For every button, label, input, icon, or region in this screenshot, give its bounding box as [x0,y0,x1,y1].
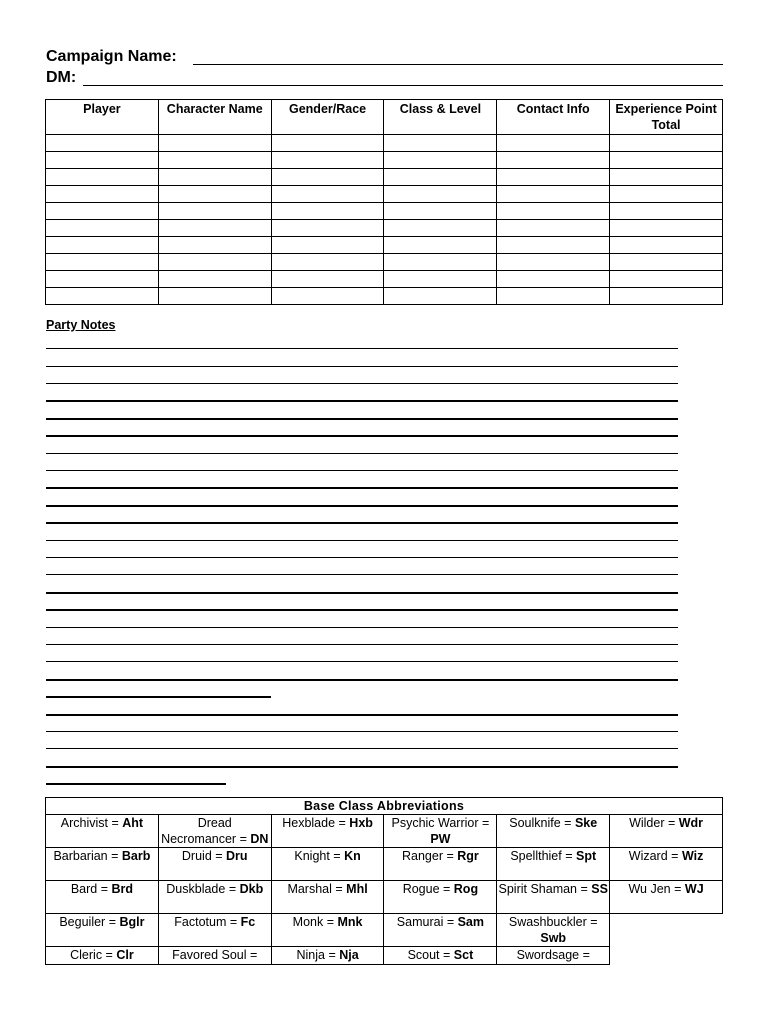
abbreviation-cell: Duskblade = Dkb [158,881,271,914]
roster-cell[interactable] [497,186,610,203]
roster-cell[interactable] [271,288,384,305]
class-name: Duskblade [166,882,226,896]
class-abbreviation: Dru [226,849,248,863]
roster-cell[interactable] [46,135,159,152]
class-name: Cleric [70,948,103,962]
roster-cell[interactable] [384,169,497,186]
note-line[interactable] [46,557,678,558]
note-line[interactable] [46,366,678,367]
abbreviation-cell: Druid = Dru [158,848,271,881]
note-line[interactable] [46,661,678,662]
note-line[interactable] [46,679,678,681]
class-name: Favored Soul [172,948,247,962]
class-name: Dread Necromancer [161,816,237,846]
abbreviation-cell: Rogue = Rog [384,881,497,914]
note-line[interactable] [46,714,678,716]
class-abbreviation: Spt [576,849,597,863]
roster-cell[interactable] [384,186,497,203]
class-name: Druid [181,849,212,863]
col-class-level: Class & Level [384,100,497,135]
empty-cell [610,914,723,947]
note-line[interactable] [46,592,678,594]
roster-cell[interactable] [610,220,723,237]
class-abbreviation: Wdr [678,816,704,830]
class-name: Wilder [629,816,665,830]
roster-cell[interactable] [46,220,159,237]
class-name: Scout [407,948,440,962]
campaign-name-field[interactable] [193,64,723,65]
abbreviation-cell: Favored Soul = [158,947,271,965]
roster-cell[interactable] [497,220,610,237]
col-gender-race: Gender/Race [271,100,384,135]
roster-cell[interactable] [46,203,159,220]
class-name: Monk [292,915,324,929]
roster-cell[interactable] [610,288,723,305]
roster-cell[interactable] [497,203,610,220]
class-name: Psychic Warrior [391,816,479,830]
class-abbreviation: Barb [121,849,151,863]
abbreviation-cell: Swashbuckler = Swb [497,914,610,947]
note-line[interactable] [46,540,678,541]
abbreviation-cell: Scout = Sct [384,947,497,965]
class-abbreviation: Dkb [239,882,264,896]
class-name: Wizard [628,849,668,863]
roster-cell[interactable] [158,271,271,288]
roster-cell[interactable] [497,135,610,152]
roster-cell[interactable] [271,135,384,152]
class-name: Wu Jen [628,882,671,896]
roster-cell[interactable] [46,237,159,254]
note-line[interactable] [46,627,678,628]
abbreviation-cell: Spellthief = Spt [497,848,610,881]
player-roster-table [45,99,723,305]
class-abbreviation: Bglr [119,915,145,929]
abbreviation-cell: Cleric = Clr [46,947,159,965]
col-character-name: Character Name [158,100,271,135]
abbreviation-cell: Knight = Kn [271,848,384,881]
class-name: Ranger [402,849,443,863]
class-name: Soulknife [509,816,561,830]
note-line[interactable] [46,574,678,575]
col-contact-info: Contact Info [497,100,610,135]
roster-cell[interactable] [158,203,271,220]
empty-cell [610,947,723,965]
abbreviation-cell: Archivist = Aht [46,815,159,848]
roster-cell[interactable] [610,237,723,254]
roster-cell[interactable] [158,237,271,254]
class-name: Archivist [60,816,108,830]
class-abbreviation: Rgr [457,849,479,863]
roster-cell[interactable] [610,203,723,220]
dm-field[interactable] [83,85,723,86]
roster-cell[interactable] [610,152,723,169]
note-line[interactable] [46,400,678,402]
roster-cell[interactable] [158,220,271,237]
abbreviation-cell: Wizard = Wiz [610,848,723,881]
class-name: Spirit Shaman [498,882,578,896]
class-abbreviation: Sct [453,948,474,962]
roster-row [46,237,723,254]
abbreviation-cell: Beguiler = Bglr [46,914,159,947]
roster-row [46,186,723,203]
class-name: Ninja [296,948,325,962]
roster-cell[interactable] [497,152,610,169]
roster-cell[interactable] [610,169,723,186]
roster-cell[interactable] [46,271,159,288]
note-line[interactable] [46,487,678,489]
class-abbreviations-table [45,797,723,965]
note-line[interactable] [46,731,678,732]
class-name: Knight [294,849,330,863]
roster-cell[interactable] [610,271,723,288]
class-name: Spellthief [510,849,562,863]
roster-cell[interactable] [46,152,159,169]
class-abbreviation: Wiz [681,849,704,863]
note-line[interactable] [46,783,226,785]
abbreviation-cell: Swordsage = [497,947,610,965]
note-line[interactable] [46,383,678,384]
note-line[interactable] [46,435,678,437]
class-abbreviation: Clr [116,948,134,962]
abbreviations-title: Base Class Abbreviations [46,798,723,815]
abbreviation-row [46,881,723,914]
roster-cell[interactable] [158,288,271,305]
note-line[interactable] [46,470,678,471]
class-abbreviation: Sam [457,915,484,929]
note-line[interactable] [46,644,678,645]
roster-header-row [46,100,723,135]
class-name: Samurai [396,915,444,929]
class-abbreviation: Fc [240,915,256,929]
note-line[interactable] [46,505,678,507]
abbreviation-cell: Ninja = Nja [271,947,384,965]
roster-cell[interactable] [610,186,723,203]
roster-cell[interactable] [384,203,497,220]
class-name: Factotum [174,915,227,929]
abbreviation-cell: Wu Jen = WJ [610,881,723,914]
roster-cell[interactable] [497,237,610,254]
roster-cell[interactable] [497,271,610,288]
roster-cell[interactable] [497,288,610,305]
note-line[interactable] [46,453,678,454]
roster-cell[interactable] [271,203,384,220]
roster-body [46,135,723,305]
roster-cell[interactable] [610,135,723,152]
class-name: Rogue [402,882,440,896]
roster-cell[interactable] [158,254,271,271]
abbreviation-cell: Psychic Warrior = PW [384,815,497,848]
roster-cell[interactable] [158,169,271,186]
abbreviation-cell: Wilder = Wdr [610,815,723,848]
abbreviation-cell: Ranger = Rgr [384,848,497,881]
roster-row [46,203,723,220]
abbreviation-row [46,848,723,881]
class-name: Marshal [287,882,332,896]
note-line[interactable] [46,748,678,749]
abbreviation-cell: Soulknife = Ske [497,815,610,848]
roster-row [46,169,723,186]
class-name: Beguiler [59,915,106,929]
class-name: Swashbuckler [508,915,587,929]
abbreviation-row [46,914,723,947]
roster-row [46,254,723,271]
note-line[interactable] [46,766,678,768]
class-abbreviation: SS [591,882,608,896]
roster-cell[interactable] [46,169,159,186]
roster-cell[interactable] [384,288,497,305]
class-abbreviation: Mhl [346,882,368,896]
campaign-name-label: Campaign Name: [46,48,177,65]
party-notes-title: Party Notes [46,318,116,332]
class-abbreviation: Nja [339,948,359,962]
roster-cell[interactable] [158,152,271,169]
roster-cell[interactable] [271,169,384,186]
class-name: Bard [70,882,98,896]
class-name: Barbarian [53,849,108,863]
roster-cell[interactable] [158,186,271,203]
class-abbreviation: Hxb [349,816,373,830]
roster-cell[interactable] [271,254,384,271]
roster-cell[interactable] [46,186,159,203]
class-abbreviation: Kn [344,849,361,863]
roster-cell[interactable] [271,237,384,254]
abbreviation-cell: Factotum = Fc [158,914,271,947]
class-abbreviation: Aht [122,816,144,830]
col-experience-total: Experience Point Total [610,100,723,135]
roster-cell[interactable] [158,135,271,152]
note-line[interactable] [46,696,271,698]
note-line[interactable] [46,522,678,524]
roster-cell[interactable] [384,237,497,254]
roster-cell[interactable] [384,135,497,152]
class-name: Hexblade [282,816,336,830]
col-player: Player [46,100,159,135]
dm-label: DM: [46,69,77,86]
roster-cell[interactable] [384,271,497,288]
roster-row [46,152,723,169]
class-abbreviation: Ske [574,816,598,830]
roster-row [46,135,723,152]
roster-cell[interactable] [610,254,723,271]
roster-cell[interactable] [384,152,497,169]
abbreviation-cell: Bard = Brd [46,881,159,914]
class-name: Swordsage [516,948,580,962]
roster-cell[interactable] [384,254,497,271]
class-abbreviation: DN [250,832,269,846]
note-line[interactable] [46,609,678,611]
roster-row [46,288,723,305]
roster-cell[interactable] [46,288,159,305]
roster-cell[interactable] [497,254,610,271]
abbreviation-row [46,815,723,848]
abbreviation-cell: Dread Necromancer = DN [158,815,271,848]
note-line[interactable] [46,348,678,349]
roster-cell[interactable] [384,220,497,237]
class-abbreviation: Mnk [337,915,363,929]
class-abbreviation: Rog [453,882,479,896]
roster-row [46,220,723,237]
roster-cell[interactable] [271,271,384,288]
roster-row [46,271,723,288]
abbreviation-cell: Marshal = Mhl [271,881,384,914]
roster-cell[interactable] [271,186,384,203]
abbreviation-cell: Monk = Mnk [271,914,384,947]
abbreviation-cell: Hexblade = Hxb [271,815,384,848]
roster-cell[interactable] [271,152,384,169]
abbreviation-row [46,947,723,965]
class-abbreviation: WJ [684,882,704,896]
abbreviation-cell: Spirit Shaman = SS [497,881,610,914]
abbreviations-title-row [46,798,723,815]
roster-cell[interactable] [271,220,384,237]
class-abbreviation: Swb [540,931,567,945]
note-line[interactable] [46,418,678,420]
class-abbreviation: Brd [111,882,133,896]
class-abbreviation: PW [430,832,451,846]
abbreviation-cell: Barbarian = Barb [46,848,159,881]
roster-cell[interactable] [497,169,610,186]
roster-cell[interactable] [46,254,159,271]
abbreviation-cell: Samurai = Sam [384,914,497,947]
